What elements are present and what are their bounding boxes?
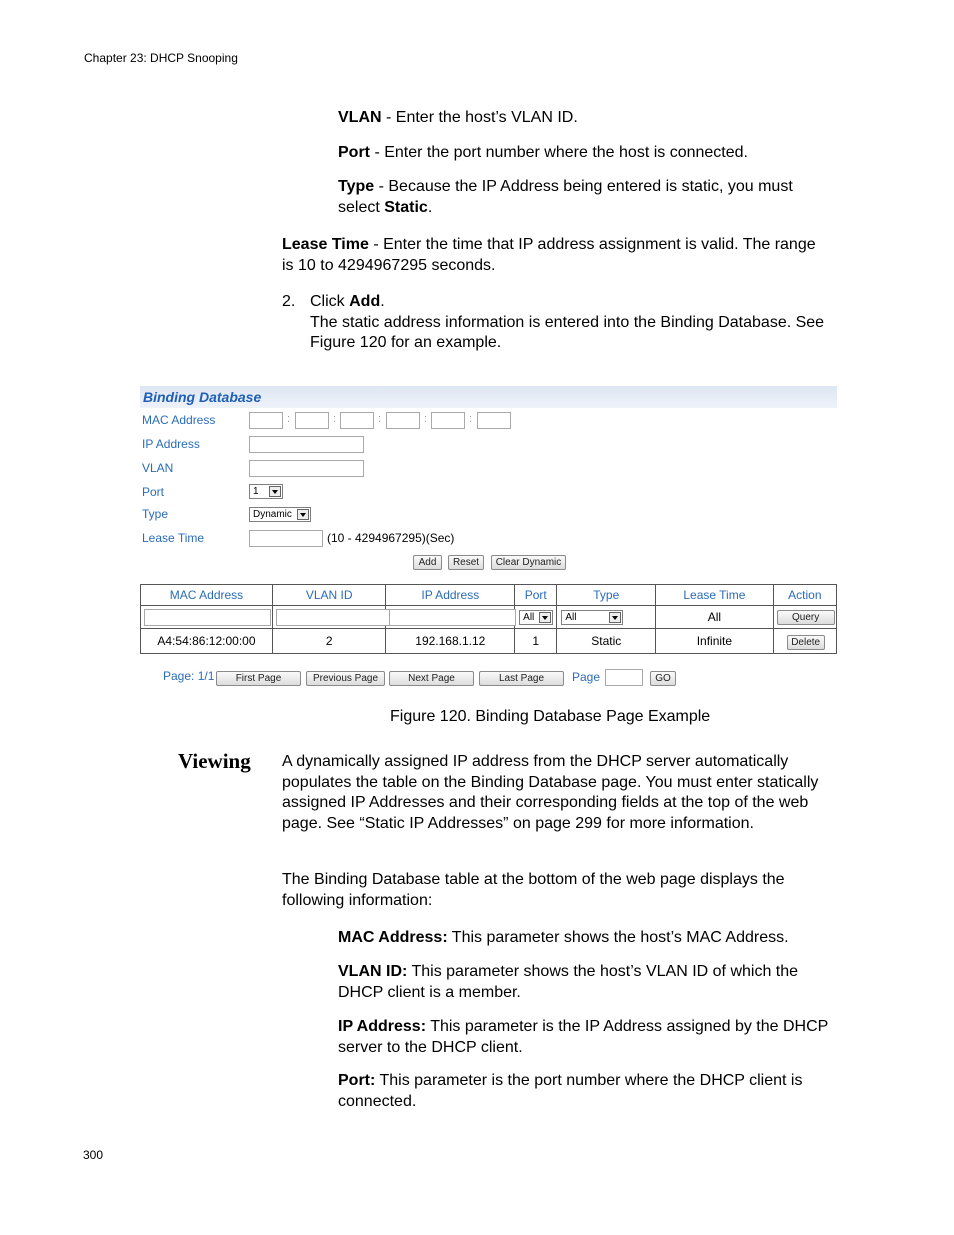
port-select[interactable]	[249, 484, 283, 499]
vlan-input[interactable]	[249, 460, 364, 477]
field-vlan-text: This parameter shows the host’s VLAN ID of which the DHCP client is a member.	[338, 963, 799, 1001]
binding-database-title-bar	[140, 386, 837, 408]
query-button[interactable]: Query	[777, 610, 835, 625]
type-select-value: Dynamic	[253, 509, 292, 520]
chevron-down-icon	[297, 509, 309, 520]
page-indicator: Page: 1/1	[163, 669, 215, 683]
lease-time-hint: (10 - 4294967295)(Sec)	[327, 531, 455, 545]
step-number: 2.	[282, 293, 296, 310]
lease-time-text: - Enter the time that IP address assignment is valid. The range is 10 to 4294967295 seconds.	[282, 236, 816, 274]
item-type-text: - Because the IP Address being entered is static, you must select	[338, 178, 793, 216]
item-port	[338, 143, 838, 164]
filter-type-select[interactable]	[561, 610, 623, 625]
field-vlan-term: VLAN ID:	[338, 963, 408, 980]
chevron-down-icon	[539, 612, 551, 623]
label-lease: Lease Time	[142, 531, 205, 545]
go-button[interactable]: GO	[650, 671, 676, 686]
item-port-text: - Enter the port number where the host is connected.	[370, 144, 748, 161]
field-port-term: Port:	[338, 1072, 376, 1089]
label-type: Type	[142, 507, 169, 521]
field-mac	[338, 928, 838, 949]
ip-address-input[interactable]	[249, 436, 364, 453]
delete-button[interactable]: Delete	[787, 635, 825, 650]
field-port	[338, 1071, 848, 1112]
lease-time-input[interactable]	[249, 530, 323, 547]
field-mac-text: This parameter shows the host’s MAC Address.	[447, 929, 789, 946]
viewing-paragraph-2: The Binding Database table at the bottom of the web page displays the following information:	[282, 871, 785, 909]
binding-table	[140, 584, 837, 654]
page-number-input[interactable]	[605, 669, 643, 686]
mac-sep: :	[378, 413, 382, 425]
page-number: 300	[83, 1148, 104, 1162]
mac-octet-3-input[interactable]	[340, 412, 374, 429]
section-heading: Viewing	[178, 749, 251, 773]
mac-octet-2-input[interactable]	[295, 412, 329, 429]
term-static: Static	[384, 198, 428, 216]
step-2-post: .	[380, 293, 385, 310]
field-mac-term: MAC Address:	[338, 929, 448, 946]
chevron-down-icon	[269, 486, 281, 497]
label-mac: MAC Address	[142, 413, 216, 427]
last-page-button[interactable]: Last Page	[479, 671, 564, 686]
cell-type: Static	[557, 629, 656, 654]
filter-port-value: All	[523, 612, 535, 623]
figure-caption: Figure 120. Binding Database Page Example	[390, 708, 711, 725]
field-port-text: This parameter is the port number where the DHCP client is connected.	[338, 1072, 803, 1110]
term-vlan: VLAN	[338, 109, 382, 126]
cell-port: 1	[515, 629, 557, 654]
field-ip-term: IP Address:	[338, 1018, 427, 1035]
cell-mac: A4:54:86:12:00:00	[141, 629, 273, 654]
col-header-port: Port	[515, 585, 557, 606]
col-header-lease: Lease Time	[656, 585, 774, 606]
cell-ip: 192.168.1.12	[386, 629, 515, 654]
mac-octet-4-input[interactable]	[386, 412, 420, 429]
col-header-mac: MAC Address	[141, 585, 273, 606]
field-vlan	[338, 962, 838, 1003]
step-2	[310, 292, 835, 354]
clear-dynamic-button[interactable]: Clear Dynamic	[491, 555, 566, 570]
field-ip-text: This parameter is the IP Address assigned by the DHCP server to the DHCP client.	[338, 1018, 829, 1056]
mac-sep: :	[424, 413, 428, 425]
next-page-button[interactable]: Next Page	[389, 671, 474, 686]
chevron-down-icon	[609, 612, 621, 623]
term-port: Port	[338, 144, 370, 161]
item-type	[338, 177, 838, 218]
col-header-action: Action	[773, 585, 836, 606]
step-2-pre: Click	[310, 293, 350, 310]
mac-octet-5-input[interactable]	[431, 412, 465, 429]
port-select-value: 1	[253, 486, 259, 497]
filter-row	[141, 606, 837, 629]
term-type: Type	[338, 178, 375, 195]
item-type-end: .	[427, 198, 433, 216]
cell-lease: Infinite	[656, 629, 774, 654]
term-add: Add	[349, 293, 381, 310]
binding-database-title: Binding Database	[143, 389, 262, 405]
term-lease-time: Lease Time	[282, 236, 369, 253]
mac-sep: :	[469, 413, 473, 425]
col-header-vlan: VLAN ID	[272, 585, 386, 606]
filter-vlan-input[interactable]	[276, 609, 390, 626]
previous-page-button[interactable]: Previous Page	[306, 671, 385, 686]
label-port: Port	[142, 485, 165, 499]
label-ip: IP Address	[142, 437, 200, 451]
chapter-header: Chapter 23: DHCP Snooping	[84, 51, 238, 65]
lease-time-item	[282, 235, 822, 276]
page-label: Page	[572, 670, 601, 684]
filter-lease-value: All	[656, 606, 774, 629]
reset-button[interactable]: Reset	[448, 555, 484, 570]
item-vlan	[338, 108, 838, 129]
item-vlan-text: - Enter the host’s VLAN ID.	[381, 109, 578, 126]
add-button[interactable]: Add	[413, 555, 442, 570]
step-2-detail: The static address information is entered into the Binding Database. See Figure 120 for an example.	[310, 313, 825, 351]
table-header-row	[141, 585, 837, 606]
viewing-paragraph-1: A dynamically assigned IP address from the DHCP server automatically populates the table on the Binding Database page. You must enter statically assigned IP Addresses and their corresponding fields at the top of the web page. See “Static IP Addresses” on page 299 for more information.	[282, 753, 819, 832]
mac-octet-6-input[interactable]	[477, 412, 511, 429]
filter-port-select[interactable]	[519, 610, 553, 625]
field-ip	[338, 1017, 838, 1058]
table-row	[141, 629, 837, 654]
mac-octet-1-input[interactable]	[249, 412, 283, 429]
filter-type-value: All	[565, 612, 577, 623]
col-header-ip: IP Address	[386, 585, 515, 606]
filter-mac-input[interactable]	[144, 609, 271, 626]
type-select[interactable]	[249, 507, 311, 522]
first-page-button[interactable]: First Page	[216, 671, 301, 686]
label-vlan: VLAN	[142, 461, 174, 475]
col-header-type: Type	[557, 585, 656, 606]
mac-sep: :	[333, 413, 337, 425]
cell-vlan: 2	[272, 629, 386, 654]
filter-ip-input[interactable]	[389, 609, 516, 626]
mac-sep: :	[287, 413, 291, 425]
